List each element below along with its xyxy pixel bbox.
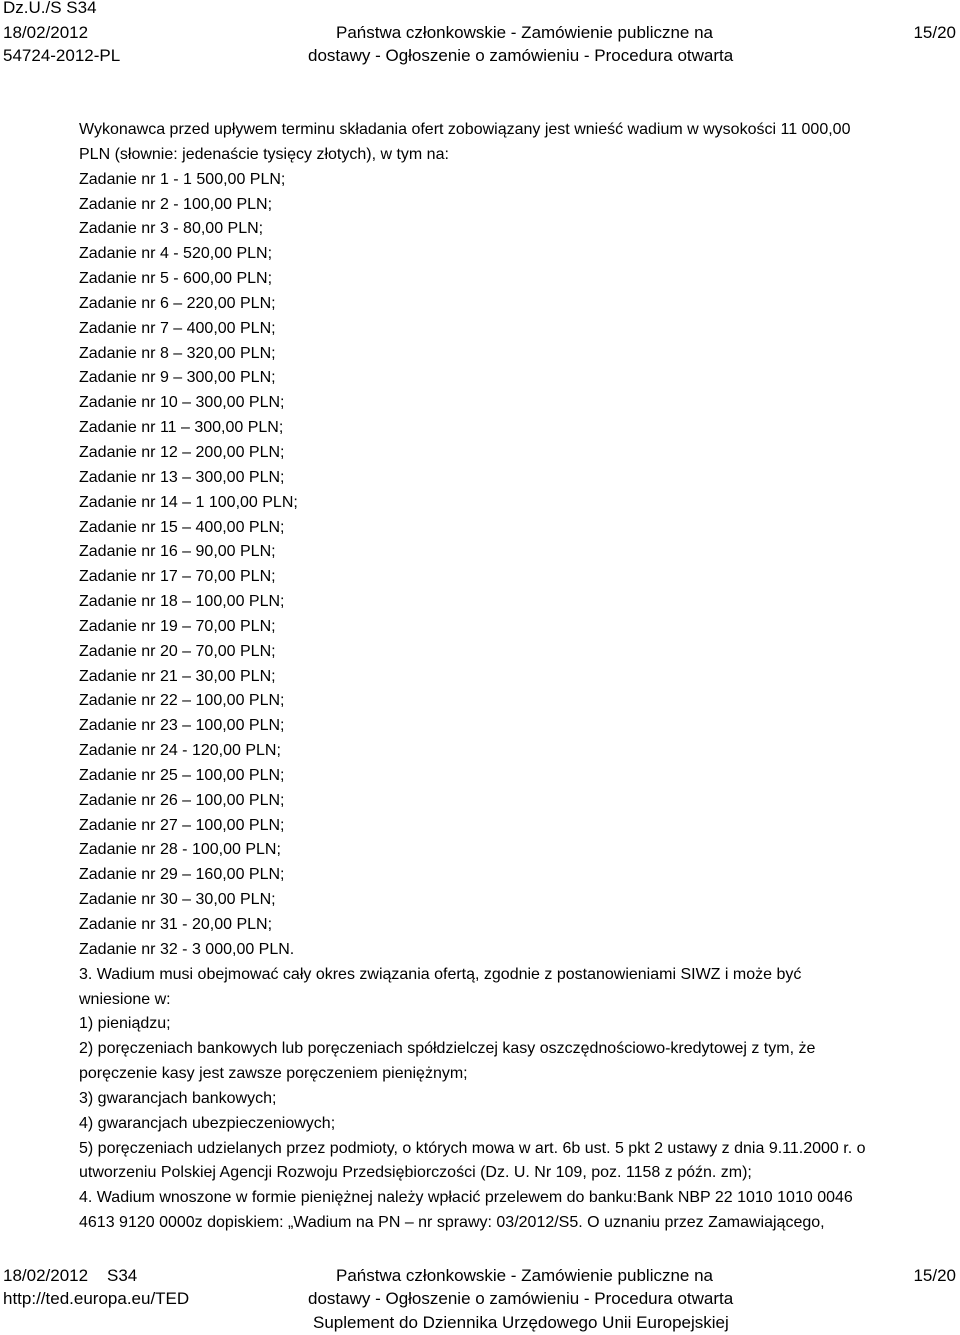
body-line: PLN (słownie: jedenaście tysięcy złotych), w tym na:: [79, 145, 449, 163]
footer-supplement: Suplement do Dziennika Urzędowego Unii Europejskiej: [313, 1313, 729, 1332]
body-line: Zadanie nr 24 - 120,00 PLN;: [79, 742, 281, 760]
body-line: Zadanie nr 2 - 100,00 PLN;: [79, 195, 273, 213]
body-line: 3) gwarancjach bankowych;: [79, 1089, 277, 1107]
body-line: Zadanie nr 9 – 300,00 PLN;: [79, 369, 276, 387]
body-line: Zadanie nr 21 – 30,00 PLN;: [79, 667, 276, 685]
body-line: Zadanie nr 15 – 400,00 PLN;: [79, 518, 285, 536]
body-line: Zadanie nr 12 – 200,00 PLN;: [79, 443, 285, 461]
body-line: Zadanie nr 17 – 70,00 PLN;: [79, 568, 276, 586]
footer-title-line-2: dostawy - Ogłoszenie o zamówieniu - Procedura otwarta: [308, 1289, 734, 1308]
body-line: poręczenie kasy jest zawsze poręczeniem pieniężnym;: [79, 1065, 468, 1083]
body-line: Zadanie nr 32 - 3 000,00 PLN.: [79, 940, 295, 958]
header-notice-id: 54724-2012-PL: [3, 46, 121, 65]
header-title-line-1: Państwa członkowskie - Zamówienie publiczne na: [336, 23, 714, 42]
body-line: 1) pieniądzu;: [79, 1015, 171, 1033]
footer-title-line-1: Państwa członkowskie - Zamówienie publiczne na: [336, 1266, 714, 1285]
body-line: Zadanie nr 28 - 100,00 PLN;: [79, 841, 281, 859]
body-line: Zadanie nr 31 - 20,00 PLN;: [79, 916, 273, 933]
body-line: 2) poręczeniach bankowych lub poręczeniach spółdzielczej kasy oszczędnościowo-kredytowej z tym, że: [79, 1040, 816, 1058]
body-line: Zadanie nr 20 – 70,00 PLN;: [79, 642, 276, 660]
body-line: Zadanie nr 23 – 100,00 PLN;: [79, 717, 285, 735]
body-line: Zadanie nr 10 – 300,00 PLN;: [79, 394, 285, 412]
body-line: Zadanie nr 22 – 100,00 PLN;: [79, 692, 285, 710]
body-line: Zadanie nr 30 – 30,00 PLN;: [79, 891, 276, 909]
body-line: 4613 9120 0000z dopiskiem: „Wadium na PN – nr sprawy: 03/2012/S5. O uznaniu przez Zamawiającego,: [79, 1214, 825, 1232]
body-line: 3. Wadium musi obejmować cały okres związania ofertą, zgodnie z postanowieniami SIWZ i może być: [79, 965, 802, 983]
document-body: [79, 118, 951, 1236]
body-line: Zadanie nr 19 – 70,00 PLN;: [79, 617, 276, 635]
body-line: utworzeniu Polskiej Agencji Rozwoju Przedsiębiorczości (Dz. U. Nr 109, poz. 1158 z późn. zm);: [79, 1164, 752, 1182]
header-title-line-2: dostawy - Ogłoszenie o zamówieniu - Procedura otwarta: [308, 46, 734, 65]
body-line: 4) gwarancjach ubezpieczeniowych;: [79, 1114, 336, 1132]
header-page-number: 15/20: [913, 23, 956, 42]
body-line: Zadanie nr 5 - 600,00 PLN;: [79, 270, 273, 288]
body-line: Zadanie nr 11 – 300,00 PLN;: [79, 419, 284, 437]
body-line: Zadanie nr 3 - 80,00 PLN;: [79, 220, 264, 238]
body-line: wniesione w:: [79, 990, 171, 1008]
body-line: Zadanie nr 6 – 220,00 PLN;: [79, 294, 276, 312]
body-line: Zadanie nr 7 – 400,00 PLN;: [79, 319, 276, 337]
body-line: Zadanie nr 27 – 100,00 PLN;: [79, 816, 285, 834]
footer-date-series: 18/02/2012 S34: [3, 1266, 138, 1285]
body-line: Zadanie nr 29 – 160,00 PLN;: [79, 866, 285, 884]
body-line: Zadanie nr 8 – 320,00 PLN;: [79, 344, 276, 362]
body-line: Zadanie nr 13 – 300,00 PLN;: [79, 468, 285, 486]
body-line: Zadanie nr 1 - 1 500,00 PLN;: [79, 170, 286, 188]
body-line: Zadanie nr 14 – 1 100,00 PLN;: [79, 493, 298, 511]
body-line: Wykonawca przed upływem terminu składania ofert zobowiązany jest wnieść wadium w wysokości 11 000,00: [79, 121, 851, 138]
header-doc-ref: Dz.U./S S34: [3, 0, 97, 17]
body-line: Zadanie nr 18 – 100,00 PLN;: [79, 593, 285, 611]
body-line: Zadanie nr 25 – 100,00 PLN;: [79, 766, 285, 784]
body-line: Zadanie nr 26 – 100,00 PLN;: [79, 791, 285, 809]
header-date: 18/02/2012: [3, 23, 89, 42]
footer-page-number: 15/20: [913, 1266, 956, 1285]
body-line: Zadanie nr 4 - 520,00 PLN;: [79, 245, 273, 263]
body-line: 5) poręczeniach udzielanych przez podmioty, o których mowa w art. 6b ust. 5 pkt 2 ustawy z dnia 9.11.2000 r. o: [79, 1139, 866, 1157]
body-line: Zadanie nr 16 – 90,00 PLN;: [79, 543, 276, 561]
body-line: 4. Wadium wnoszone w formie pieniężnej należy wpłacić przelewem do banku:Bank NBP 22 1010 1010 0046: [79, 1189, 853, 1207]
footer-ted-link[interactable]: http://ted.europa.eu/TED: [3, 1289, 190, 1308]
